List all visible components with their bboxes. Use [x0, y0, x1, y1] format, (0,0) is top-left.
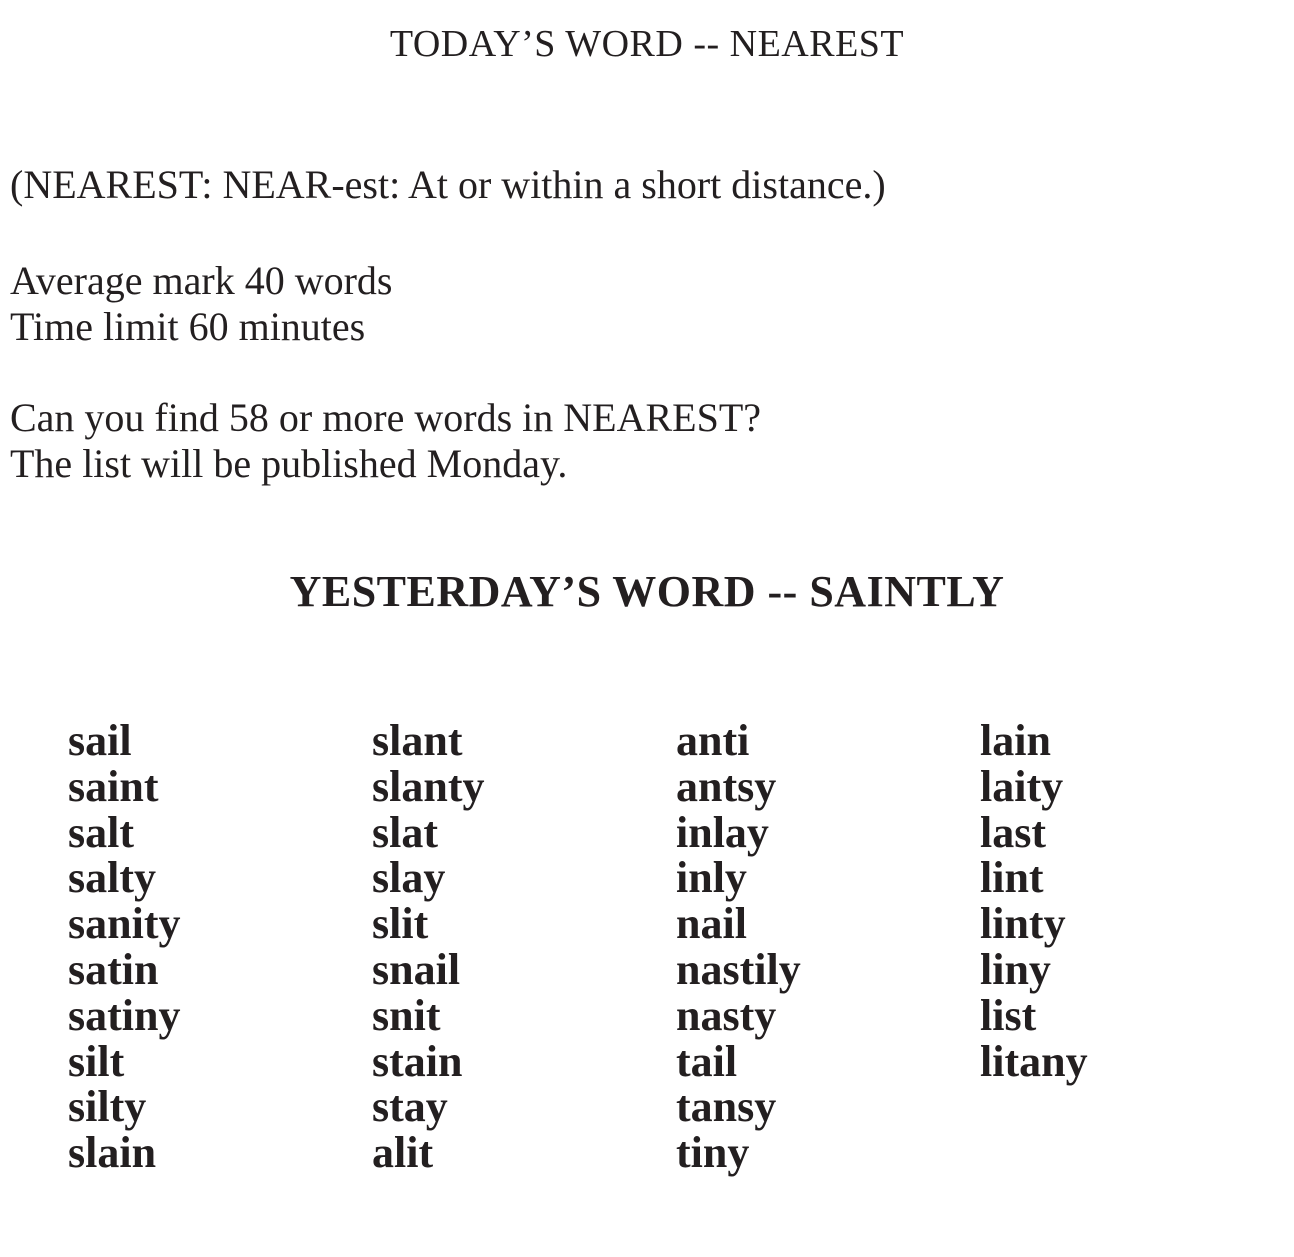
word-column	[980, 718, 1088, 1084]
list-item: stay	[372, 1082, 448, 1132]
list-item: salt	[68, 807, 134, 857]
time-limit: Time limit 60 minutes	[10, 304, 366, 349]
yesterdays-word-title: YESTERDAY’S WORD -- SAINTLY	[289, 567, 1005, 616]
publish-note: The list will be published Monday.	[10, 441, 568, 486]
todays-word-title: TODAY’S WORD -- NEAREST	[389, 23, 905, 65]
list-item: slat	[372, 807, 438, 857]
list-item: slit	[372, 899, 429, 949]
list-item: nastily	[676, 944, 801, 994]
list-item: inly	[676, 853, 747, 903]
list-item: sanity	[68, 899, 181, 949]
list-item: nail	[676, 899, 747, 949]
list-item: litany	[980, 1036, 1088, 1086]
list-item: satin	[68, 944, 159, 994]
list-item: stain	[372, 1036, 463, 1086]
definition: (NEAREST: NEAR-est: At or within a short distance.)	[10, 162, 886, 207]
list-item: linty	[980, 899, 1066, 949]
list-item: slanty	[372, 761, 485, 811]
list-item: inlay	[676, 807, 769, 857]
average-mark: Average mark 40 words	[10, 258, 393, 303]
list-item: last	[980, 807, 1046, 857]
list-item: tiny	[676, 1128, 750, 1178]
list-item: saint	[68, 761, 159, 811]
list-item: silty	[68, 1082, 147, 1132]
list-item: lint	[980, 853, 1044, 903]
list-item: slant	[372, 716, 463, 765]
list-item: snit	[372, 990, 441, 1040]
list-item: antsy	[676, 761, 777, 811]
list-item: lain	[980, 716, 1051, 765]
list-item: slain	[68, 1128, 157, 1178]
challenge-question: Can you find 58 or more words in NEAREST?	[10, 395, 762, 440]
list-item: alit	[372, 1128, 434, 1178]
list-item: slay	[372, 853, 446, 903]
list-item: list	[980, 990, 1037, 1040]
list-item: sail	[68, 716, 132, 765]
word-column	[68, 718, 180, 1176]
list-item: laity	[980, 761, 1064, 811]
list-item: nasty	[676, 990, 777, 1040]
list-item: silt	[68, 1036, 125, 1086]
list-item: liny	[980, 944, 1051, 994]
list-item: anti	[676, 716, 750, 765]
word-column	[372, 718, 484, 1176]
list-item: tail	[676, 1036, 738, 1086]
word-column	[676, 718, 801, 1176]
list-item: snail	[372, 944, 461, 994]
list-item: salty	[68, 853, 156, 903]
list-item: satiny	[68, 990, 181, 1040]
list-item: tansy	[676, 1082, 777, 1132]
